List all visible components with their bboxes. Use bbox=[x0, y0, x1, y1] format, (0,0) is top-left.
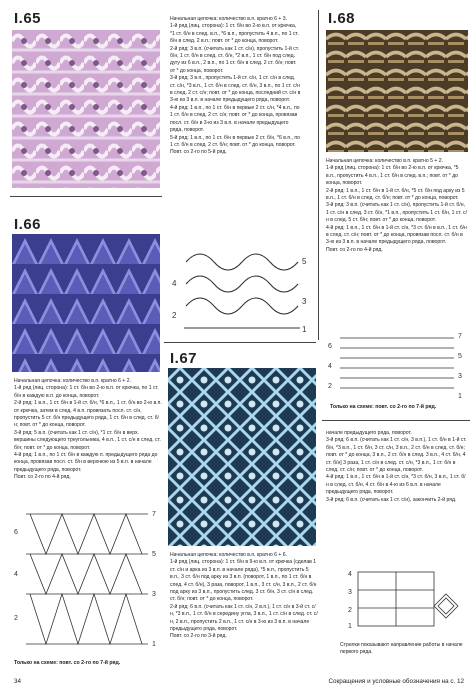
diagram-note-66: Только на схеме: повт. со 2-го по 7-й ряд. bbox=[14, 660, 121, 666]
pattern-text-67 bbox=[170, 552, 318, 678]
diagram-row-number: 3 bbox=[458, 373, 462, 380]
text-line: 3-й ряд: 3 в.п., пропустить 1-й ст. с/н, 1 ст. с/н в след. ст. с/н, *3 в.п., 1 ст. б/н в след. ст. б/н, 3 в.п., по 1 ст. с/н в след. 2 ст. с/н; повт. от * до конца, последний ст. с/н в 3-ю из 3 в.п. в начале предыдущего ряда, поворот. bbox=[170, 75, 301, 104]
diagram-row-number: 3 bbox=[302, 297, 307, 306]
svg-text:1: 1 bbox=[348, 623, 352, 630]
pattern-photo-67 bbox=[168, 368, 316, 546]
diagram-row-number: 1 bbox=[458, 393, 462, 400]
text-line: 3-й ряд: 6 в.п. (считать как 1 ст. с/н), закончить 2-й ряд. bbox=[326, 496, 457, 503]
diagram-row-number: 3 bbox=[152, 591, 156, 598]
text-line: 4-й ряд: 1 в.п., 1 ст. б/н в 1-й ст. с/н, *3 ст. б/н, 3 в.п., 1 ст. б/н в след. ст. б/н, 4 ст. б/н в 4-ю из 6 в.п. в начале предыдущего ряда, поворот. bbox=[326, 474, 466, 496]
text-line: 3-й ряд: 5 в.п. (считать как 1 ст. с/н), *1 ст. б/н в верх. вершины следующего треугольника, 4 в.п., 1 ст. с/н в след. ст. б/н; повт. от * до конца, поворот. bbox=[14, 429, 161, 451]
page-number: 34 bbox=[14, 678, 22, 685]
text-line: 1-й ряд (лиц. сторона): 1 ст. б/н во 2-ю в.п. от крючка, *5 в.п., пропустить 4 в.п., 1 ст. б/н в след. в.п.; повт. от * до конца, поворот. bbox=[326, 165, 459, 187]
text-line: Повт. со 2-го по 5-й ряд. bbox=[170, 149, 227, 156]
pattern-text-66 bbox=[14, 378, 162, 490]
text-line: 3-й ряд: 6 в.п. (считать как 1 ст. с/н, 3 в.п.), 1 ст. б/н в 1-й ст. б/н, *3 в.п., 1 ст. б/н, 3 ст. с/н, 3 в.п., 2 ст. б/н в след. ст. б/н; повт. от * до конца, 3 в.п., 2 ст. б/н в след. 3 в.п., 4 ст. б/н, 4 ст. б/н] 3 раза, 1 ст. с/н в след. ст. с/н, *3 в.п., 1 ст. б/н в след. ст. с/н; повт. от * до конца, поворот. bbox=[326, 437, 467, 474]
text-line: 2-й ряд: 6 в.п. (считать как 1 ст. с/н, 2 в.п.), 1 ст. с/н в 3-й ст. с/н, *3 в.п., 1 ст. б/н в середину угла, 3 в.п., 1 ст. с/н в след. ст. с/н, 2 в.п., пропустить 2 в.п., 1 ст. с/н в 3-ю из 3 в.п. в начале предыдущего ряда, поворот. bbox=[170, 603, 318, 633]
pattern-diagram-66 bbox=[12, 504, 164, 652]
footer-reference: Сокращения и условные обозначения на с. 12 bbox=[328, 678, 464, 685]
text-line: Начальная цепочка: количество в.п. кратно 6 + 2. bbox=[14, 378, 132, 384]
svg-text:2: 2 bbox=[348, 607, 352, 614]
pattern-text-68-continued bbox=[326, 430, 468, 552]
pattern-photo-65 bbox=[12, 30, 160, 188]
text-line: 2-й ряд: 1 в.п., 1 ст. б/н в 1-й ст. б/н, *6 в.п., 1 ст. б/н во 2-ю в.п. от крючка, затем в след. 4 в.п. провязать посл. ст. с/н, пропустить 5 ст. б/н предыдущего ряда, 1 ст. б/н в след. ст. б/н; повт. от * до конца, поворот. bbox=[14, 400, 162, 429]
diagram-note-68: Только на схеме: повт. со 2-го по 7-й ряд. bbox=[330, 404, 437, 410]
pattern-diagram-65 bbox=[170, 248, 310, 340]
diagram-row-number: 6 bbox=[328, 343, 332, 350]
text-line: Начальная цепочка: количество в.п. кратно 5 + 2. bbox=[326, 158, 444, 164]
pattern-diagram-68 bbox=[326, 330, 468, 400]
pattern-photo-68 bbox=[326, 30, 468, 152]
frame-line bbox=[164, 342, 316, 343]
diagram-row-number: 5 bbox=[152, 551, 156, 558]
diagram-row-number: 2 bbox=[328, 383, 332, 390]
text-line: Повт. со 2-го по 4-й ряд. bbox=[326, 246, 383, 253]
pattern-text-68 bbox=[326, 158, 468, 326]
text-line: Повт. со 2-го по 4-й ряд. bbox=[14, 474, 71, 481]
frame-line bbox=[10, 196, 162, 197]
pattern-number-65: I.65 bbox=[14, 10, 42, 27]
text-line: 4-й ряд: 1 в.п., по 1 ст. б/н в каждую п. предыдущего ряда до конца, провязав посл. ст. б/н в верхнюю из 5 в.п. в начале предыдущего ряда, поворот. bbox=[14, 452, 158, 473]
diagram-row-number: 4 bbox=[172, 279, 177, 288]
diagram-row-number: 5 bbox=[458, 353, 462, 360]
text-line: 1-й ряд (лиц. сторона): 1 ст. б/н в 9-ю в.п. от крючка (сделав 1 ст. с/н и арка из 3 в.п. в начале ряда), *5 в.п., пропустить 5 в.п., 3 ст. б/н под арку из 3 в.п. (поворот, 1 в.п., по 1 ст. б/н в след. 4 ст. б/н), 3 раза, поворот, 1 в.п., 3 ст. с/н, 3 в.п., 2 ст. б/н под арку из 3 в.п., пропустить след. 3 ст. б/н, 3 ст. с/н в след. ст. б/н; повт. от * до конца, поворот. bbox=[170, 559, 317, 603]
svg-text:4: 4 bbox=[348, 571, 352, 578]
text-line: 4-й ряд: 1 в.п., по 1 ст. б/н в первые 2 ст. с/н, *4 в.п., по 1 ст. б/н в след. 2 ст. с/н; повт. от * до конца, провязав посл. ст. б/н в 3-ю из 3 в.п. в начале предыдущего ряда, поворот. bbox=[170, 104, 300, 134]
diagram-row-number: 1 bbox=[152, 641, 156, 648]
pattern-photo-66 bbox=[12, 234, 160, 372]
pattern-diagram-67 bbox=[330, 566, 470, 636]
diagram-row-number: 7 bbox=[458, 333, 462, 340]
diagram-row-number: 1 bbox=[302, 325, 307, 334]
text-line: начале предыдущего ряда, поворот. bbox=[326, 430, 412, 436]
text-line: Начальная цепочка: количество в.п. кратно 6 + 6. bbox=[170, 552, 288, 558]
text-line: 2-й ряд: 1 в.п., 1 ст. б/н в 1-й ст. б/н, *5 ст. б/н под арку из 5 в.п., 1 ст. б/н в след. ст. б/н; повт. от * до конца, поворот. bbox=[326, 187, 465, 202]
diagram-row-number: 5 bbox=[302, 257, 307, 266]
arrows-note: Стрелки показывают направление работы в начале первого ряда. bbox=[340, 642, 463, 656]
pattern-number-67: I.67 bbox=[170, 350, 198, 367]
diagram-row-number: 7 bbox=[152, 511, 156, 518]
text-line: 2-й ряд: 3 в.п. (считать как 1 ст. с/н), пропустить 1-й ст. б/н, 1 ст. б/н в след. ст. б/н, *2 в.п., 1 ст. б/н под след. дугу из 6 в.п., 2 в.п., по 1 ст. б/н в след. 2 ст. б/н; повт. от * до конца, поворот. bbox=[170, 45, 299, 74]
diagram-row-number: 4 bbox=[14, 571, 18, 578]
frame-line bbox=[318, 10, 319, 340]
text-line: 1-й ряд (лиц. сторона): 1 ст. б/н во 2-ю в.п. от крючка, по 1 ст. б/н в каждую в.п. до конца, поворот. bbox=[14, 385, 159, 399]
text-line: 3-й ряд: 3 в.п. (считать как 1 ст. с/н), пропустить 1-й ст. б/н, 1 ст. с/н в след. 3 ст. б/н, *1 в.п., пропустить 1 ст. б/н, 1 ст. с/н в след. 5 ст. б/н; повт. от * до конца, поворот. bbox=[326, 202, 467, 224]
text-line: Начальная цепочка: количество в.п. кратно 6 + 3. bbox=[170, 16, 288, 22]
text-line: Повт. со 2-го по 3-й ряд. bbox=[170, 633, 227, 640]
svg-text:3: 3 bbox=[348, 589, 352, 596]
diagram-row-number: 2 bbox=[14, 615, 18, 622]
pattern-number-66: I.66 bbox=[14, 216, 42, 233]
frame-line bbox=[322, 420, 470, 421]
diagram-row-number: 2 bbox=[172, 311, 177, 320]
text-line: 5-й ряд: 1 в.п., по 1 ст. б/н в первые 2 ст. б/н, *6 в.п., по 1 ст. б/н в след. 2 ст. б/н; повт. от * до конца, поворот. bbox=[170, 134, 300, 148]
text-line: 1-й ряд (лиц. сторона): 1 ст. б/н во 2-ю в.п. от крючка, *1 ст. б/н в след. в.п., *6 в.п., пропустить 4 в.п., по 1 ст. б/н в след. 2 в.п.; повт. от * до конца, поворот. bbox=[170, 23, 299, 45]
pattern-text-65 bbox=[170, 16, 302, 244]
pattern-number-68: I.68 bbox=[328, 10, 356, 27]
diagram-row-number: 4 bbox=[328, 363, 332, 370]
text-line: 4-й ряд: 1 в.п., 1 ст. б/н в 1-й ст. с/н, *3 ст. б/н в в.п., 1 ст. б/н в след. ст. с/н; повт. от * до конца, провязав посл. ст. б/н в 3-ю из 3 в.п. в начале предыдущего ряда, поворот. bbox=[326, 224, 467, 246]
diagram-row-number: 6 bbox=[14, 529, 18, 536]
